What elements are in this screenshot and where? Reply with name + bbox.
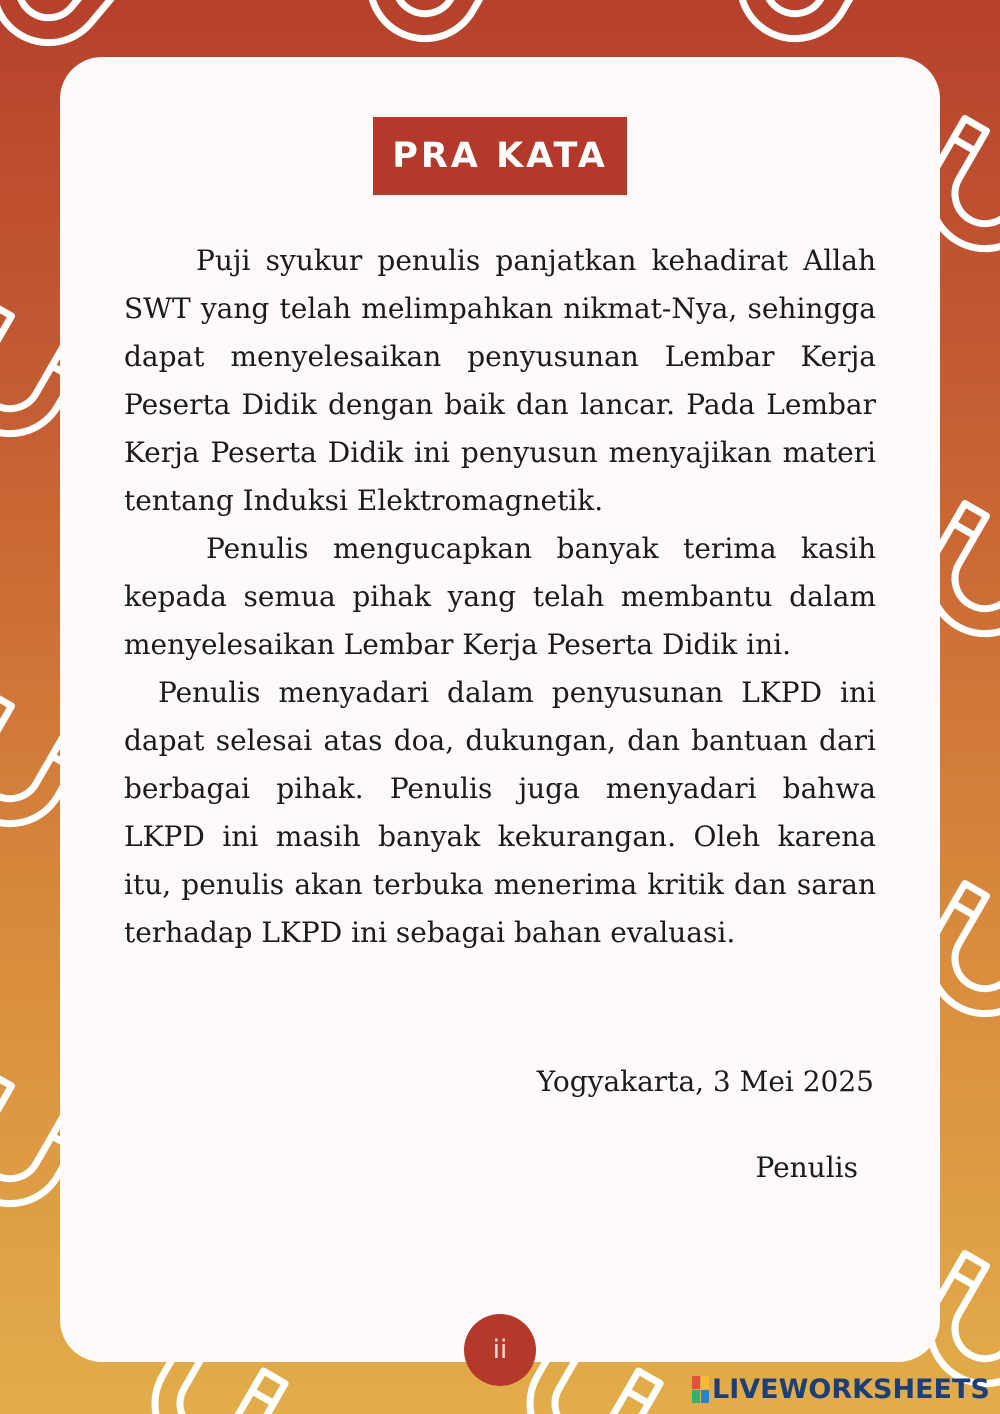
logo-text: LIVEWORKSHEETS xyxy=(712,1374,990,1405)
magnet-icon xyxy=(0,0,126,65)
signer: Penulis xyxy=(755,1151,858,1184)
magnet-icon xyxy=(350,0,500,59)
page-number: ii xyxy=(464,1314,536,1386)
magnet-icon xyxy=(720,0,870,59)
paragraph: Penulis menyadari dalam penyusunan LKPD ini dapat selesai atas doa, dukungan, dan bantuan dari berbagai pihak. Penulis juga menyadari bahwa LKPD ini masih banyak kekurangan. Oleh karena itu, penulis akan terbuka menerima kritik dan saran terhadap LKPD ini sebagai bahan evaluasi. xyxy=(124,676,876,949)
paragraph: Puji syukur penulis panjatkan kehadirat Allah SWT yang telah melimpahkan nikmat-Nya, sehingga dapat menyelesaikan penyusunan Lembar Kerja Peserta Didik dengan baik dan lancar. Pada Lembar Kerja Peserta Didik ini penyusun menyajikan materi tentang Induksi Elektromagnetik. xyxy=(124,244,876,517)
liveworksheets-logo xyxy=(692,1374,990,1405)
page-title: PRA KATA xyxy=(373,117,627,195)
date-line: Yogyakarta, 3 Mei 2025 xyxy=(536,1065,874,1098)
content-card xyxy=(60,57,940,1362)
paragraph: Penulis mengucapkan banyak terima kasih kepada semua pihak yang telah membantu dalam menyelesaikan Lembar Kerja Peserta Didik ini. xyxy=(124,532,876,661)
body-text xyxy=(124,237,876,957)
liveworksheets-logo-icon xyxy=(692,1376,709,1403)
